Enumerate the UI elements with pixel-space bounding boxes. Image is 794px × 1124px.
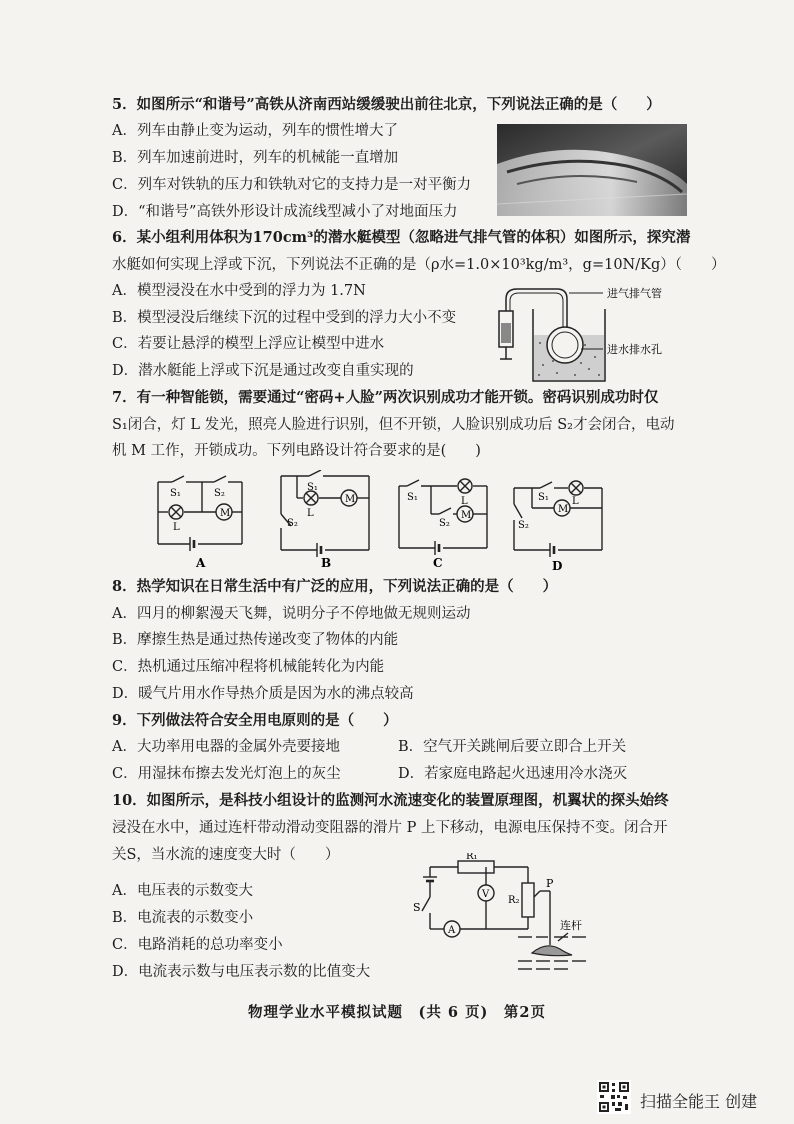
q5-option-c: C．列车对铁轨的压力和铁轨对它的支持力是一对平衡力	[112, 177, 472, 193]
q9-option-a: A．大功率用电器的金属外壳要接地	[112, 739, 340, 755]
svg-text:M: M	[345, 494, 356, 505]
q9-option-c: C．用湿抹布擦去发光灯泡上的灰尘	[112, 766, 341, 782]
q10-option-a: A．电压表的示数变大	[112, 883, 253, 899]
svg-text:S₂: S₂	[518, 520, 529, 531]
q5-option-a: A．列车由静止变为运动，列车的惯性增大了	[112, 123, 398, 139]
slider-p-label: P	[546, 877, 554, 890]
q8-stem: 8．热学知识在日常生活中有广泛的应用，下列说法正确的是（ ）	[112, 578, 558, 595]
q8-option-a: A．四月的柳絮漫天飞舞，说明分子不停地做无规则运动	[112, 606, 471, 622]
q5-option-b: B．列车加速前进时，列车的机械能一直增加	[112, 150, 399, 166]
q10-stem-line3: 关S，当水流的速度变大时（ ）	[112, 847, 340, 863]
q6-option-a: A．模型浸没在水中受到的浮力为 1.7N	[112, 283, 366, 299]
rod-label: 连杆	[560, 919, 582, 932]
svg-text:L: L	[572, 496, 579, 507]
q6-option-b: B．模型浸没后继续下沉的过程中受到的浮力大小不变	[112, 310, 457, 326]
q6-option-d: D．潜水艇能上浮或下沉是通过改变自重实现的	[112, 363, 414, 379]
q7-stem-line3: 机 M 工作，开锁成功。下列电路设计符合要求的是( )	[112, 443, 481, 459]
q5-option-d: D．“和谐号”高铁外形设计成流线型减小了对地面压力	[112, 204, 458, 220]
scanner-watermark: 扫描全能王 创建	[640, 1092, 758, 1111]
circuit-c	[393, 472, 493, 570]
q10-option-c: C．电路消耗的总功率变小	[112, 937, 283, 953]
q7-stem-line1: 7．有一种智能锁，需要通过“密码+人脸”两次识别成功才能开锁。密码识别成功时仅	[112, 389, 659, 406]
q5-stem: 5．如图所示“和谐号”高铁从济南西站缓缓驶出前往北京，下列说法正确的是（ ）	[112, 96, 661, 113]
circuit-b-label: B	[321, 556, 332, 570]
q10-stem-line2: 浸没在水中，通过连杆带动滑动变阻器的滑片 P 上下移动，电源电压保持不变。闭合开	[112, 820, 668, 836]
svg-text:M: M	[461, 510, 472, 521]
svg-text:L: L	[461, 496, 468, 507]
svg-text:S₂: S₂	[287, 518, 298, 529]
qr-code-icon	[597, 1080, 631, 1114]
svg-text:L: L	[307, 508, 314, 519]
inlet-pipe-label: 进气排气管	[607, 287, 662, 300]
q9-option-d: D．若家庭电路起火迅速用冷水浇灭	[398, 766, 628, 782]
circuit-a	[150, 474, 250, 570]
circuit-d-label: D	[552, 559, 563, 573]
outlet-hole-label: 进水排水孔	[607, 343, 662, 356]
r2-label: R₂	[508, 895, 520, 906]
svg-text:S₁: S₁	[538, 492, 549, 503]
q6-option-c: C．若要让悬浮的模型上浮应让模型中进水	[112, 336, 385, 352]
svg-text:S₁: S₁	[407, 492, 418, 503]
r1-label: R₁	[466, 853, 478, 862]
svg-text:M: M	[558, 504, 569, 515]
circuit-b	[275, 470, 375, 570]
switch-s-label: S	[413, 901, 421, 914]
circuit-a-label: A	[196, 556, 206, 570]
svg-text:S₁: S₁	[307, 482, 318, 493]
svg-text:S₁: S₁	[170, 488, 181, 499]
q8-option-d: D．暖气片用水作导热介质是因为水的沸点较高	[112, 686, 414, 702]
q6-stem-line2: 水艇如何实现上浮或下沉，下列说法不正确的是（ρ水=1.0×10³kg/m³，g=10N/Kg）（ ）	[112, 257, 726, 273]
submarine-model-figure	[495, 283, 735, 383]
svg-text:S₂: S₂	[439, 518, 450, 529]
svg-text:S₂: S₂	[214, 488, 225, 499]
page-footer: 物理学业水平模拟试题 (共 6 页) 第2页	[248, 1004, 546, 1021]
ammeter-label: A	[448, 925, 456, 936]
circuit-d	[510, 478, 610, 574]
q10-option-d: D．电流表示数与电压表示数的比值变大	[112, 964, 371, 980]
q7-stem-line2: S₁闭合，灯 L 发光，照亮人脸进行识别，但不开锁，人脸识别成功后 S₂才会闭合，电动	[112, 417, 675, 433]
q9-stem: 9．下列做法符合安全用电原则的是（ ）	[112, 712, 398, 729]
train-photo	[497, 124, 687, 216]
q9-option-b: B．空气开关跳闸后要立即合上开关	[398, 739, 627, 755]
flow-monitor-circuit	[410, 853, 590, 977]
svg-text:L: L	[173, 522, 180, 533]
svg-text:M: M	[220, 508, 231, 519]
voltmeter-label: V	[482, 889, 490, 900]
q8-option-c: C．热机通过压缩冲程将机械能转化为内能	[112, 659, 385, 675]
q8-option-b: B．摩擦生热是通过热传递改变了物体的内能	[112, 632, 399, 648]
q6-stem-line1: 6．某小组利用体积为170cm³的潜水艇模型（忽略进气排气管的体积）如图所示，探究潜	[112, 229, 691, 246]
circuit-c-label: C	[433, 556, 443, 570]
q10-option-b: B．电流表的示数变小	[112, 910, 254, 926]
q10-stem-line1: 10．如图所示，是科技小组设计的监测河水流速变化的装置原理图，机翼状的探头始终	[112, 792, 669, 809]
